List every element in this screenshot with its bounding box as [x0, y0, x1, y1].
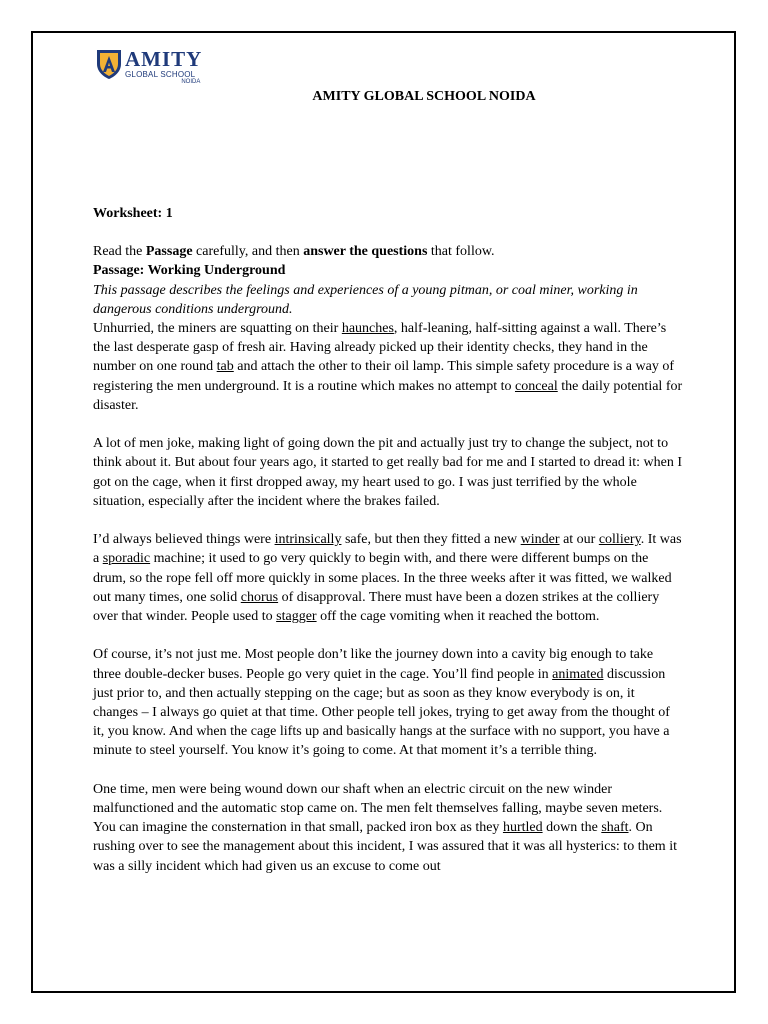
passage-title: Passage: Working Underground [93, 263, 286, 279]
paragraph-4: Of course, it’s not just me. Most people don’t like the journey down into a cavity big enough to take three double-decker buses. People go very quiet in the cage. You’ll find people in animated discussion just prior to, and then actually stepping on the cage; but as soon as they know everybody is on, it changes – I always go quiet at that time. Other people tell jokes, trying to get away from the thought of it, you know. And when the cage lifts up and basically hangs at the surface with no support, you have a minute to steel yourself. You know it’s going to come. At that moment it’s a terrible thing. [93, 647, 670, 759]
paragraph-2: A lot of men joke, making light of going down the pit and actually just try to change the subject, not to think about it. But about four years ago, it started to get really bad for me and I started to dread it: when I got on the cage, when it first dropped away, my heart used to go. I was just terrified by the whole situation, especially after the incident where the brakes failed. [93, 436, 682, 509]
vocab-word: haunches [341, 321, 394, 337]
passage-intro: This passage describes the feelings and experiences of a young pitman, or coal miner, working in dangerous conditions underground. [93, 282, 638, 317]
logo-subtitle: GLOBAL SCHOOL [125, 70, 196, 79]
vocab-word: shaft [601, 820, 629, 836]
logo-location: NOIDA [181, 79, 201, 85]
vocab-word: hurtled [502, 820, 543, 836]
instructions: Read the Passage carefully, and then answer the questions that follow. [93, 244, 495, 260]
worksheet-body [93, 204, 683, 876]
vocab-word: sporadic [102, 551, 151, 567]
page-title: AMITY GLOBAL SCHOOL NOIDA [312, 89, 536, 104]
vocab-word: intrinsically [274, 532, 342, 548]
logo-name: AMITY [125, 47, 203, 71]
vocab-word: tab [216, 359, 234, 375]
vocab-word: stagger [276, 609, 317, 625]
vocab-word: chorus [240, 589, 279, 605]
vocab-word: conceal [514, 378, 558, 394]
vocab-word: colliery [598, 532, 641, 548]
paragraph-1: Unhurried, the miners are squatting on their haunches, half-leaning, half-sitting against a wall. There’s the last desperate gasp of fresh air. Having already picked up their identity checks, they hand in the number on one round tab and attach the other to their oil lamp. This simple safety procedure is a way of registering the men underground. It is a routine which makes no attempt to conceal the daily potential for disaster. [93, 321, 683, 413]
paragraph-5: One time, men were being wound down our shaft when an electric circuit on the new winder malfunctioned and the automatic stop came on. The men felt themselves falling, maybe seven meters. You can imagine the consternation in that small, packed iron box as they hurtled down the shaft. On rushing over to see the management about this incident, I was assured that it was all hysterics: to them it was a silly incident which had given us an excuse to come out [93, 781, 677, 874]
paragraph-3: I’d always believed things were intrinsically safe, but then they fitted a new winder at our colliery. It was a sporadic machine; it used to go very quickly to begin with, and there were different bumps on the drum, so the rope fell off more quickly in some places. In the three weeks after it was fitted, we walked out many times, one solid chorus of disapproval. There must have been a dozen strikes at the colliery over that winder. People used to stagger off the cage vomiting when it reached the bottom. [93, 532, 682, 625]
school-logo [96, 48, 202, 85]
vocab-word: winder [520, 532, 560, 548]
worksheet-label: Worksheet: 1 [93, 206, 173, 221]
shield-icon [96, 48, 122, 80]
vocab-word: animated [552, 666, 604, 682]
